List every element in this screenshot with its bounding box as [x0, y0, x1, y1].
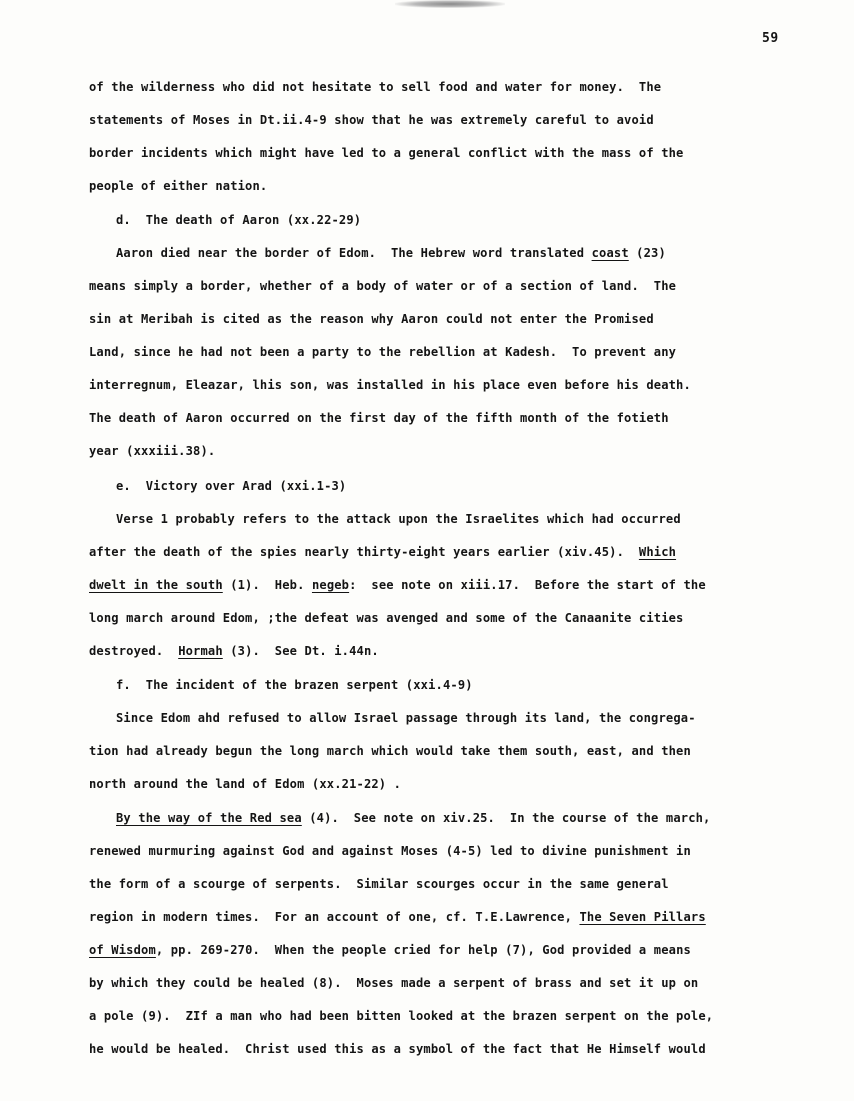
- text-line: [89, 641, 379, 661]
- text-line: [89, 375, 691, 395]
- text-line: [89, 575, 706, 595]
- text-run: destroyed.: [89, 644, 179, 658]
- text-line: [89, 408, 669, 428]
- text-run: interregnum, Eleazar, lhis son, was installed in his place even before his death.: [89, 378, 691, 392]
- text-run: : see note on xiii.17. Before the start of the: [349, 578, 706, 592]
- text-line: [89, 973, 698, 993]
- text-run: e. Victory over Arad (xxi.1-3): [116, 479, 347, 493]
- text-line: [89, 342, 676, 362]
- text-run: tion had already begun the long march which would take them south, east, and then: [89, 744, 691, 758]
- text-line: [89, 907, 706, 927]
- text-line: [116, 210, 361, 230]
- scan-smudge: [395, 0, 505, 8]
- underlined-reference: Hormah: [178, 644, 223, 658]
- text-run: (23): [628, 246, 666, 260]
- underlined-reference: coast: [591, 246, 629, 260]
- text-line: [89, 276, 676, 296]
- text-run: after the death of the spies nearly thirty-eight years earlier (xiv.45).: [89, 545, 639, 559]
- text-run: , pp. 269-270. When the people cried for help (7), God provided a means: [155, 943, 691, 957]
- text-run: Land, since he had not been a party to the rebellion at Kadesh. To prevent any: [89, 345, 677, 359]
- underlined-reference: The Seven Pillars: [579, 910, 706, 924]
- text-line: [89, 774, 401, 794]
- text-line: [89, 441, 215, 461]
- underlined-reference: of Wisdom: [89, 943, 156, 957]
- text-line: [89, 143, 683, 163]
- text-run: the form of a scourge of serpents. Similar scourges occur in the same general: [89, 877, 669, 891]
- text-run: statements of Moses in Dt.ii.4-9 show that he was extremely careful to avoid: [89, 113, 654, 127]
- text-line: [116, 243, 666, 263]
- text-line: [89, 309, 654, 329]
- text-line: [89, 1039, 706, 1059]
- text-run: Since Edom ahd refused to allow Israel passage through its land, the congrega-: [116, 711, 696, 725]
- text-run: f. The incident of the brazen serpent (xxi.4-9): [116, 678, 473, 692]
- text-run: Aaron died near the border of Edom. The Hebrew word translated: [116, 246, 592, 260]
- text-line: [116, 675, 473, 695]
- text-run: border incidents which might have led to a general conflict with the mass of the: [89, 146, 684, 160]
- page-number: 59: [762, 31, 779, 46]
- text-run: (1). Heb.: [222, 578, 312, 592]
- text-line: [89, 1006, 713, 1026]
- text-run: (4). See note on xiv.25. In the course of the march,: [301, 811, 711, 825]
- text-run: by which they could be healed (8). Moses made a serpent of brass and set it up on: [89, 976, 699, 990]
- text-line: [89, 110, 654, 130]
- text-line: [116, 808, 711, 828]
- text-run: long march around Edom, ;the defeat was avenged and some of the Canaanite cities: [89, 611, 684, 625]
- text-run: renewed murmuring against God and against Moses (4-5) led to divine punishment in: [89, 844, 691, 858]
- text-line: [89, 741, 691, 761]
- text-run: The death of Aaron occurred on the first day of the fifth month of the fotieth: [89, 411, 669, 425]
- text-run: (3). See Dt. i.44n.: [222, 644, 379, 658]
- text-line: [116, 509, 681, 529]
- text-run: means simply a border, whether of a body of water or of a section of land. The: [89, 279, 677, 293]
- text-run: north around the land of Edom (xx.21-22) .: [89, 777, 402, 791]
- text-run: year (xxxiii.38).: [89, 444, 216, 458]
- text-run: he would be healed. Christ used this as a symbol of the fact that He Himself would: [89, 1042, 706, 1056]
- text-run: people of either nation.: [89, 179, 268, 193]
- text-line: [89, 608, 683, 628]
- text-line: [89, 841, 691, 861]
- text-line: [89, 77, 661, 97]
- text-run: d. The death of Aaron (xx.22-29): [116, 213, 362, 227]
- underlined-reference: Which: [638, 545, 677, 559]
- underlined-reference: negeb: [311, 578, 350, 592]
- text-run: of the wilderness who did not hesitate to sell food and water for money. The: [89, 80, 662, 94]
- text-line: [89, 940, 691, 960]
- text-line: [89, 874, 669, 894]
- underlined-reference: dwelt in the south: [89, 578, 223, 592]
- underlined-reference: By the way of the Red sea: [116, 811, 302, 825]
- text-line: [116, 708, 696, 728]
- text-line: [89, 176, 267, 196]
- text-run: Verse 1 probably refers to the attack upon the Israelites which had occurred: [116, 512, 681, 526]
- text-line: [116, 476, 346, 496]
- text-run: a pole (9). ZIf a man who had been bitten looked at the brazen serpent on the pole,: [89, 1009, 714, 1023]
- text-run: region in modern times. For an account of one, cf. T.E.Lawrence,: [89, 910, 580, 924]
- text-line: [89, 542, 676, 562]
- text-run: sin at Meribah is cited as the reason why Aaron could not enter the Promised: [89, 312, 654, 326]
